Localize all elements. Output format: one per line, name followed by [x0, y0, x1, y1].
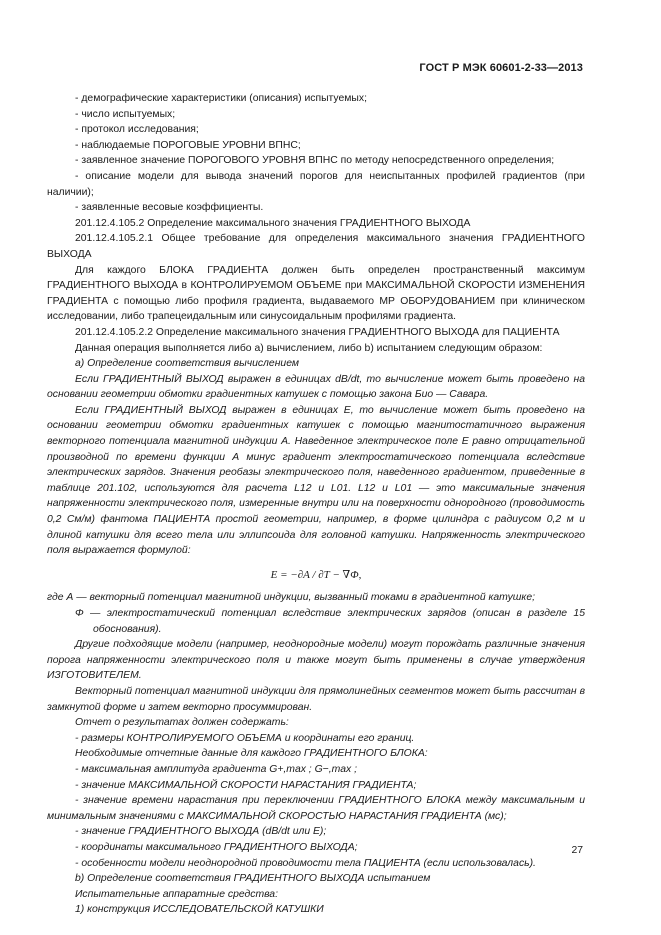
paragraph: Испытательные аппаратные средства:	[75, 888, 278, 900]
paragraph: - координаты максимального ГРАДИЕНТНОГО ВЫХОДА;	[75, 841, 358, 853]
body-section-1	[47, 91, 585, 559]
paragraph: Другие подходящие модели (например, неоднородные модели) могут порождать различные значения порога напряженности электрического поля и также могут быть применены в случае утверждения ИЗГОТОВИТЕЛЕМ.	[47, 639, 585, 682]
paragraph: 201.12.4.105.2.2 Определение максимального значения ГРАДИЕНТНОГО ВЫХОДА для ПАЦИЕНТА	[75, 326, 560, 338]
paragraph: - значение ГРАДИЕНТНОГО ВЫХОДА (dB/dt или E);	[75, 826, 327, 838]
document-code-header: ГОСТ Р МЭК 60601-2-33—2013	[419, 62, 583, 74]
paragraph: a) Определение соответствия вычислением	[75, 358, 299, 370]
paragraph: - описание модели для вывода значений порогов для неиспытанных профилей градиентов (при наличии);	[47, 170, 585, 198]
paragraph: Отчет о результатах должен содержать:	[75, 717, 289, 729]
paragraph: Для каждого БЛОКА ГРАДИЕНТА должен быть определен пространственный максимум ГРАДИЕНТНОГО ВЫХОДА в КОНТРОЛИРУЕМОМ ОБЪЕМЕ при МАКСИМАЛЬНОЙ СКОРОСТИ ИЗМЕНЕНИЯ ГРАДИЕНТА с помощью либо профиля градиента, выдаваемого МР ОБОРУДОВАНИЕМ при клиническом исследовании, либо трапецеидальным или синусоидальным профилями градиента.	[47, 264, 585, 323]
paragraph: - максимальная амплитуда градиента G+,max ; G−,max ;	[75, 763, 358, 775]
paragraph: Φ — электростатический потенциал вследствие электрических зарядов (описан в разделе 15 обоснования).	[75, 608, 585, 635]
body-section-2	[47, 637, 585, 918]
paragraph: Векторный потенциал магнитной индукции для прямолинейных сегментов может быть рассчитан в замкнутой форме и затем векторно просуммирован.	[47, 685, 585, 713]
paragraph: - значение времени нарастания при переключении ГРАДИЕНТНОГО БЛОКА между максимальным и минимальным значениями с МАКСИМАЛЬНОЙ СКОРОСТЬЮ НАРАСТАНИЯ ГРАДИЕНТА (мс);	[47, 795, 585, 822]
document-body	[47, 91, 585, 918]
paragraph: - заявленное значение ПОРОГОВОГО УРОВНЯ ВПНС по методу непосредственного определения;	[75, 155, 555, 167]
paragraph: Необходимые отчетные данные для каждого ГРАДИЕНТНОГО БЛОКА:	[75, 748, 428, 760]
electric-field-formula: E = −∂A / ∂T − ∇Φ,	[270, 568, 362, 581]
paragraph: 201.12.4.105.2 Определение максимального значения ГРАДИЕНТНОГО ВЫХОДА	[75, 217, 471, 229]
paragraph: Если ГРАДИЕНТНЫЙ ВЫХОД выражен в единицах Е, то вычисление может быть проведено на основании геометрии обмотки градиентных катушек с помощью магнитостатичного выражения векторного потенциала магнитной индукции А. Наведенное электрическое поле Е равно отрицательной производной по времени функции А минус градиент электростатического потенциала вследствие электрических зарядов. Значения реобазы электрического поля, наведенного градиентом, приведенные в таблице 201.102, используются для расчета L12 и L01. L12 и L01 — это максимальные значения напряженности электрического поля, измеренные внутри или на поверхности однородного (проводимость 0,2 См/м) фантома ПАЦИЕНТА простой геометрии, например, в форме цилиндра с радиусом 0,2 м и длиной катушки для всего тела или эллипсоида для головной катушки. Напряженность электрического поля выражается формулой:	[47, 404, 585, 557]
paragraph: - особенности модели неоднородной проводимости тела ПАЦИЕНТА (если использовалась).	[75, 857, 536, 869]
page-number: 27	[571, 845, 583, 856]
paragraph: b) Определение соответствия ГРАДИЕНТНОГО ВЫХОДА испытанием	[75, 873, 431, 885]
paragraph: - значение МАКСИМАЛЬНОЙ СКОРОСТИ НАРАСТАНИЯ ГРАДИЕНТА;	[75, 779, 417, 791]
paragraph: - размеры КОНТРОЛИРУЕМОГО ОБЪЕМА и координаты его границ.	[75, 732, 415, 744]
paragraph: 1) конструкция ИССЛЕДОВАТЕЛЬСКОЙ КАТУШКИ	[75, 904, 324, 916]
paragraph: 201.12.4.105.2.1 Общее требование для определения максимального значения ГРАДИЕНТНОГО ВЫХОДА	[47, 233, 585, 260]
paragraph: - протокол исследования;	[75, 124, 199, 136]
paragraph: Если ГРАДИЕНТНЫЙ ВЫХОД выражен в единицах dB/dt, то вычисление может быть проведено на основании геометрии обмотки градиентных катушек с помощью закона Био — Савара.	[47, 373, 585, 401]
paragraph: Данная операция выполняется либо a) вычислением, либо b) испытанием следующим образом:	[75, 342, 543, 354]
paragraph: - заявленные весовые коэффициенты.	[75, 202, 264, 214]
paragraph: - наблюдаемые ПОРОГОВЫЕ УРОВНИ ВПНС;	[75, 139, 301, 151]
paragraph: где А — векторный потенциал магнитной индукции, вызванный токами в градиентной катушке;	[47, 592, 535, 604]
paragraph: - демографические характеристики (описания) испытуемых;	[75, 93, 367, 104]
formula-definitions	[47, 590, 585, 637]
paragraph: - число испытуемых;	[75, 108, 176, 120]
